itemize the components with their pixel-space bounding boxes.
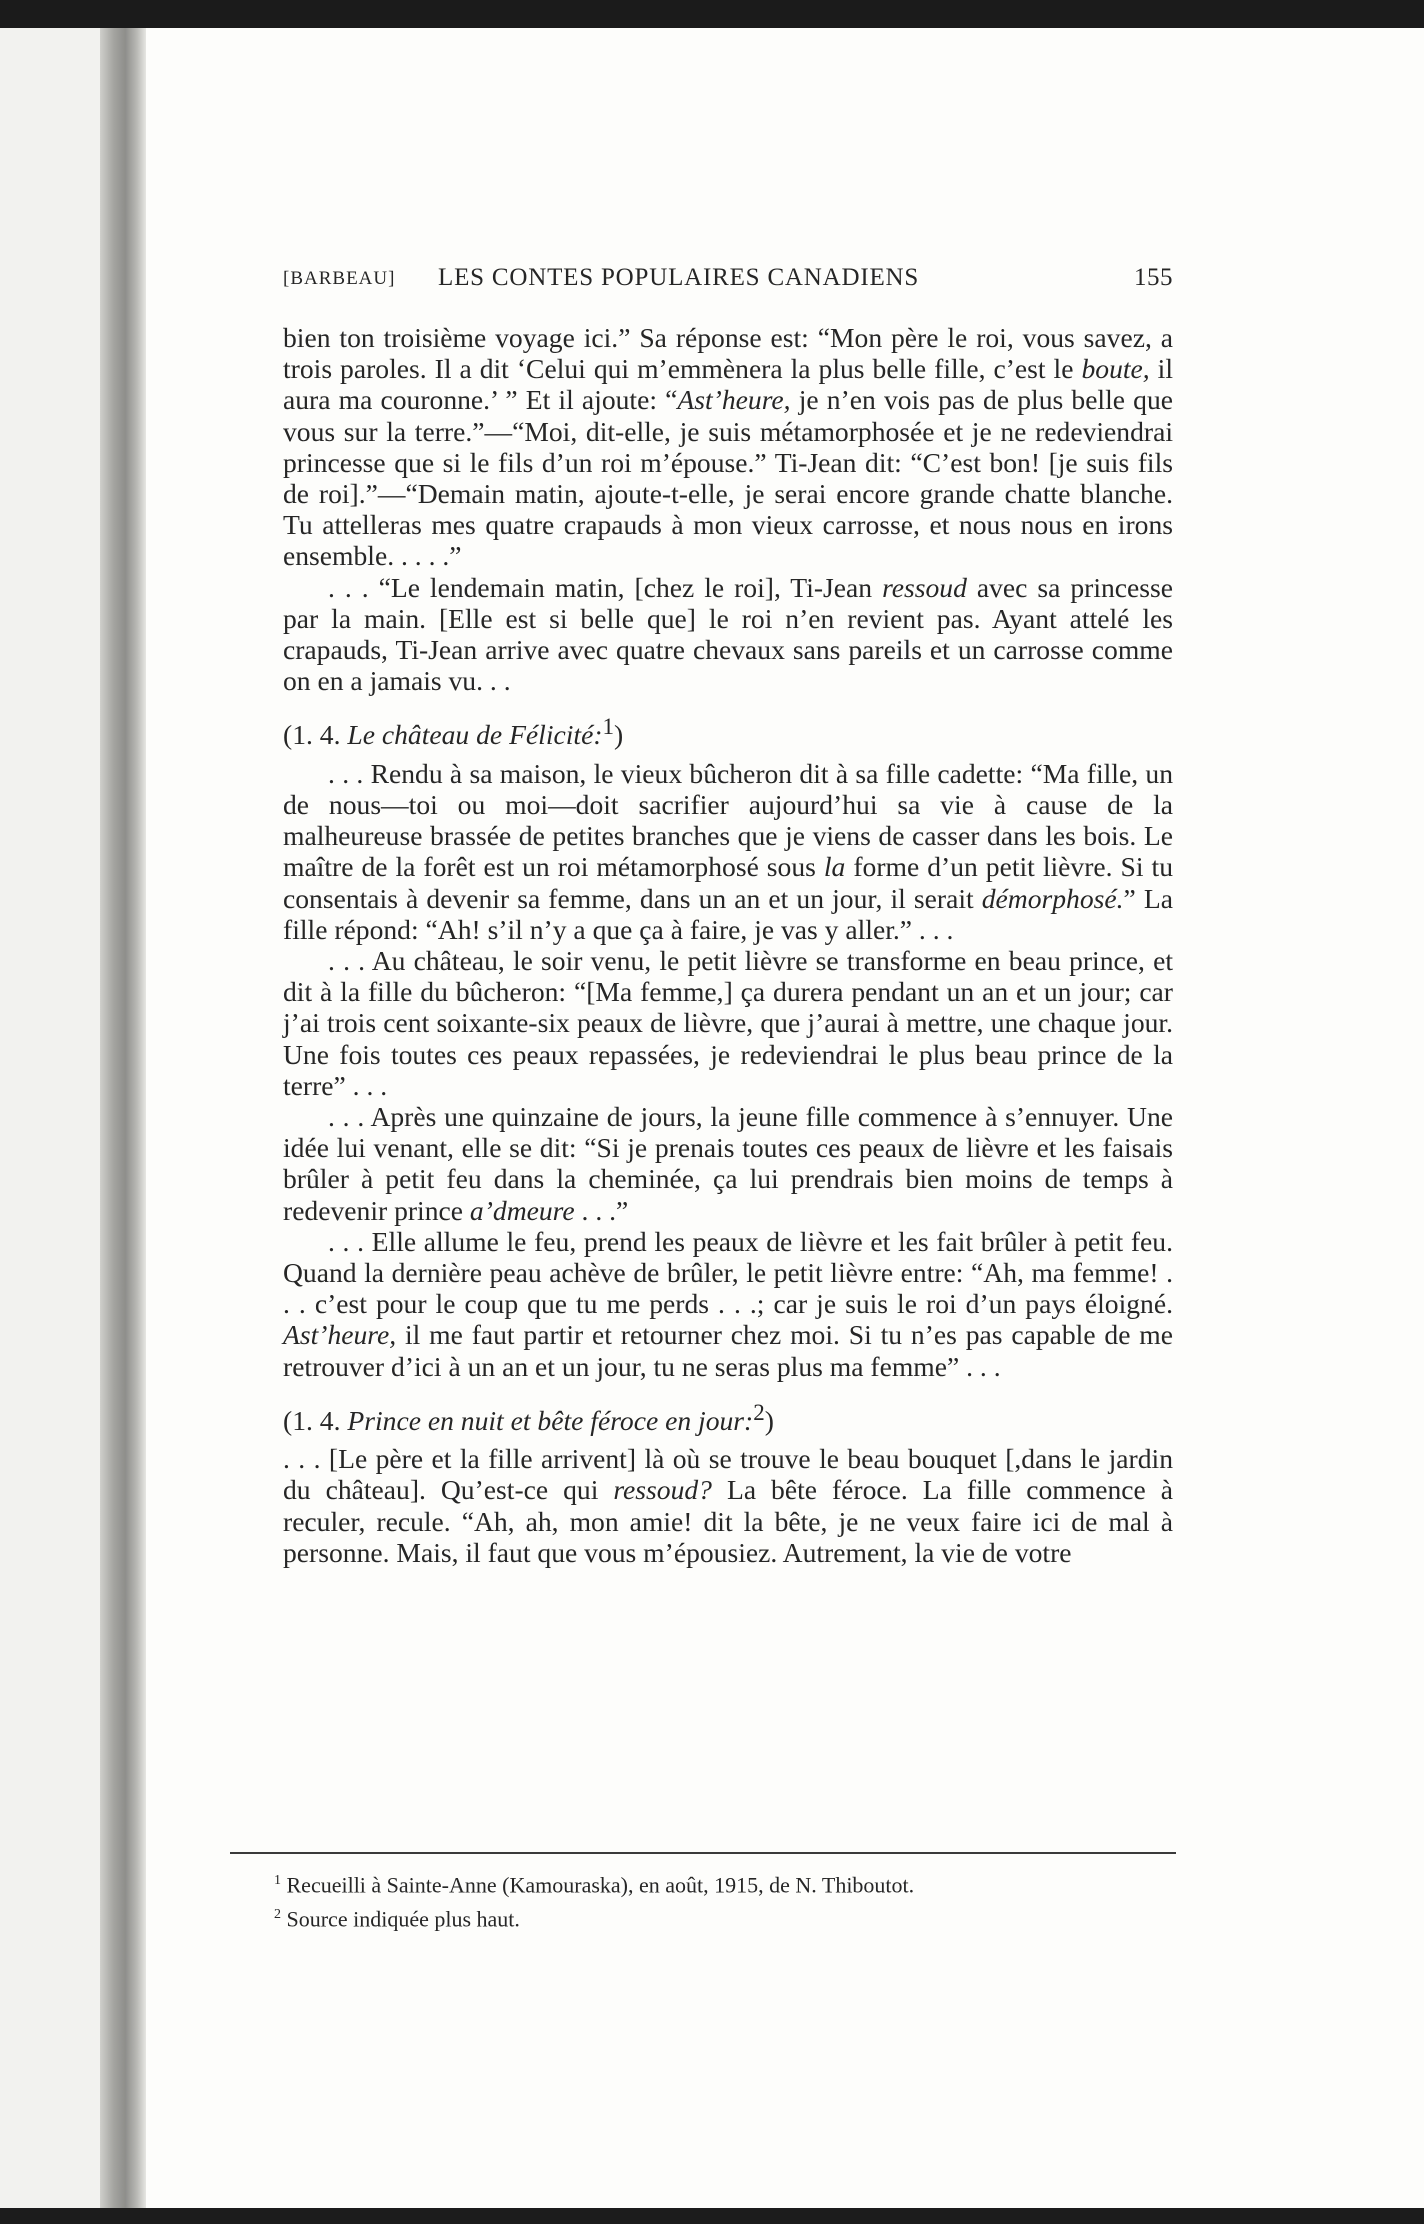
text-run: ) [614, 719, 624, 751]
footnote-ref: 2 [753, 1399, 765, 1425]
section-heading [283, 711, 1173, 750]
text-run: La bête féroce. La fille commence à reculer, recule. “Ah, ah, mon amie! dit la bête, je ne veux faire ici de mal à personne. Mais, il faut que vous m’épousiez. Autrement, la vie de votre [283, 1474, 1173, 1568]
header-author: [BARBEAU] [283, 268, 396, 289]
text-run: avec sa princesse par la main. [Elle est si belle que] le roi n’en revient pas. Ayant attelé les crapauds, Ti-Jean arrive avec quatre chevaux sans pareils et un carrosse comme on en a jamais vu. . . [283, 571, 1174, 697]
scan-bottom-border [0, 2208, 1424, 2224]
footnote-ref: 1 [602, 714, 615, 740]
italic-word: Ast’heure, [677, 384, 791, 416]
section-title: Prince en nuit et bête féroce en jour: [347, 1405, 754, 1437]
footnote [274, 1900, 1174, 1934]
paragraph [283, 1443, 1173, 1568]
text-run: . . . “Le lendemain matin, [chez le roi], Ti-Jean [328, 571, 883, 603]
section-number: (1. 4. [283, 719, 348, 751]
text-run: . . .” [574, 1194, 629, 1226]
text-run: . . . Elle allume le feu, prend les peaux de lièvre et les fait brûler à petit feu. Quand la dernière peau achève de brûler, le petit lièvre entre: “Ah, ma femme! . . . c’est pour le coup que tu me perds . . .; car je suis le roi d’un pays éloigné. [283, 1225, 1173, 1320]
footnote-text: Source indiquée plus haut. [286, 1906, 520, 1932]
text-run: je n’en vois pas de plus belle que vous sur la terre.”—“Moi, dit-elle, je suis métamorphosée et je ne redeviendrai princesse que si le fils d’un roi m’épouse.” Ti-Jean dit: “C’est bon! [je suis fils de roi].”—“Demain matin, ajoute-t-elle, je serai encore grande chatte blanche. Tu attelleras mes quatre crapauds à mon vieux carrosse, et nous nous en irons ensemble. . . . .” [283, 384, 1174, 572]
paragraph [283, 322, 1173, 572]
footnotes [274, 1866, 1174, 1935]
text-run: ) [764, 1405, 774, 1437]
paragraph [283, 1226, 1173, 1382]
paragraph [283, 572, 1173, 697]
text-run: bien ton troisième voyage ici.” Sa réponse est: “Mon père le roi, vous savez, a trois paroles. Il a dit ‘Celui qui m’emmènera la plus belle fille, c’est le [283, 322, 1173, 385]
text-run: . . . [Le père et la fille arrivent] là où se trouve le beau bouquet [,dans le jardin du château]. Qu’est-ce qui [283, 1443, 1173, 1506]
section-number: (1. 4. [283, 1405, 348, 1437]
header-title: LES CONTES POPULAIRES CANADIENS [438, 264, 920, 291]
text-run: il me faut partir et retourner chez moi. Si tu n’es pas capable de me retrouver d’ici à un an et un jour, tu ne seras plus ma femme” . . . [283, 1319, 1173, 1382]
running-header [283, 262, 1173, 302]
italic-word: ressoud [882, 571, 967, 603]
book-spine-shadow [100, 28, 146, 2208]
section-title: Le château de Félicité: [347, 719, 603, 751]
text-run: ” La fille répond: “Ah! s’il n’y a que ça à faire, je vas y aller.” . . . [283, 882, 1173, 945]
section-heading [283, 1397, 1173, 1436]
footnote-divider [230, 1852, 1176, 1854]
italic-word: Ast’heure, [283, 1319, 397, 1351]
body-text [283, 322, 1173, 1568]
text-run: il aura ma couronne.’ ” Et il ajoute: “ [283, 353, 1174, 416]
scan-top-border [0, 0, 1424, 28]
footnote-number: 2 [274, 1907, 281, 1923]
paragraph: . . . Au château, le soir venu, le petit lièvre se transforme en beau prince, et dit à la fille du bûcheron: “[Ma femme,] ça durera pendant un an et un jour; car j’ai trois cent soixante-six peaux de lièvre, que j’aurai à mettre, une chaque jour. Une fois toutes ces peaux repassées, je redeviendrai le plus beau prince de la terre” . . . [283, 945, 1173, 1101]
paragraph [283, 1101, 1173, 1226]
italic-word: ressoud? [613, 1474, 712, 1506]
italic-word: a’dmeure [469, 1194, 575, 1226]
italic-word: démorphosé. [981, 882, 1124, 914]
text-run: . . . Après une quinzaine de jours, la jeune fille commence à s’ennuyer. Une idée lui venant, elle se dit: “Si je prenais toutes ces peaux de lièvre et les faisais brûler à petit feu dans la cheminée, ça lui prendrais bien moins de temps à redevenir prince [283, 1101, 1173, 1226]
footnote [274, 1866, 1174, 1900]
text-run: . . . Rendu à sa maison, le vieux bûcheron dit à sa fille cadette: “Ma fille, un de nous—toi ou moi—doit sacrifier aujourd’hui sa vie à cause de la malheureuse brassée de petites branches que je viens de casser dans les bois. Le maître de la forêt est un roi métamorphosé sous [283, 757, 1173, 883]
italic-word: boute, [1081, 353, 1150, 385]
footnote-number: 1 [274, 1873, 281, 1888]
footnote-text: Recueilli à Sainte-Anne (Kamouraska), en août, 1915, de N. Thiboutot. [286, 1872, 915, 1898]
italic-word: la [823, 851, 846, 883]
paragraph [283, 758, 1173, 945]
text-run: forme d’un petit lièvre. Si tu consentais à devenir sa femme, dans un an et un jour, il serait [283, 851, 1173, 914]
scan-left-margin [0, 28, 100, 2208]
page-number: 155 [1134, 264, 1173, 291]
